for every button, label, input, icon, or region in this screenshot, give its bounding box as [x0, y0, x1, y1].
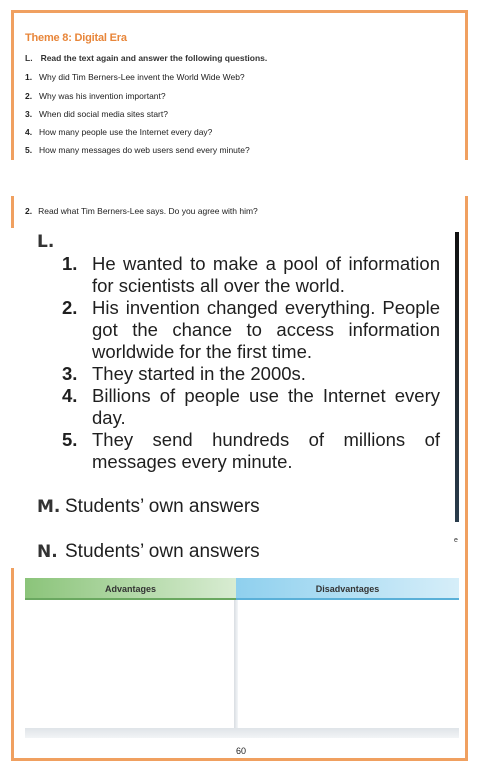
- theme-title: Theme 8: Digital Era: [25, 32, 127, 44]
- question-1: [25, 72, 245, 82]
- answer-number: 1.: [62, 253, 78, 274]
- answer-text: They send hundreds of millions of messages every minute.: [92, 429, 440, 472]
- answer-item: [62, 253, 440, 297]
- page-number: 60: [236, 746, 247, 756]
- question-number: 4.: [25, 127, 33, 137]
- answer-item: [62, 297, 440, 363]
- answer-section-n-letter: N.: [37, 542, 58, 562]
- question-number: 3.: [25, 109, 33, 119]
- advantages-header: Advantages: [25, 578, 236, 600]
- question-text: How many people use the Internet every day?: [39, 127, 213, 137]
- question-number: 2.: [25, 206, 33, 216]
- table-bottom-rule: [25, 728, 459, 738]
- answer-item: [62, 429, 440, 473]
- question-text: Why did Tim Berners-Lee invent the World Wide Web?: [39, 72, 245, 82]
- answer-section-m-text: Students’ own answers: [65, 496, 260, 517]
- answer-text: Billions of people use the Internet every day.: [92, 385, 440, 428]
- instruction: [25, 53, 267, 63]
- question-4: [25, 127, 212, 137]
- question-3: [25, 109, 168, 119]
- answer-item: [62, 385, 440, 429]
- question-text: Read what Tim Berners-Lee says. Do you agree with him?: [38, 206, 258, 216]
- question-number: 2.: [25, 91, 33, 101]
- question-5: [25, 145, 250, 155]
- question-number: 1.: [25, 72, 33, 82]
- side-mark: e: [454, 537, 458, 544]
- advantages-table: [25, 578, 459, 738]
- answer-number: 5.: [62, 429, 78, 450]
- column-divider: [234, 600, 238, 728]
- answer-item: [62, 363, 440, 385]
- instruction-text: Read the text again and answer the following questions.: [40, 53, 268, 63]
- answer-section-m-letter: M.: [37, 497, 61, 517]
- question-number: 5.: [25, 145, 33, 155]
- question-text: Why was his invention important?: [39, 91, 166, 101]
- side-bar: [455, 232, 459, 522]
- answer-number: 3.: [62, 363, 78, 384]
- answer-text: His invention changed everything. People got the chance to access information worldwide for the first time.: [92, 297, 440, 362]
- answer-text: He wanted to make a pool of information for scientists all over the world.: [92, 253, 440, 296]
- answer-text: They started in the 2000s.: [92, 363, 306, 384]
- question-text: How many messages do web users send every minute?: [39, 145, 250, 155]
- question-text: When did social media sites start?: [39, 109, 168, 119]
- question-2: [25, 91, 166, 101]
- answer-number: 4.: [62, 385, 78, 406]
- answer-section-l-letter: L.: [37, 232, 55, 252]
- answer-number: 2.: [62, 297, 78, 318]
- answer-section-n-text: Students’ own answers: [65, 541, 260, 562]
- disadvantages-header: Disadvantages: [236, 578, 459, 600]
- instruction-letter: L.: [25, 53, 33, 63]
- question-read: [25, 206, 258, 216]
- answer-list: [62, 253, 440, 473]
